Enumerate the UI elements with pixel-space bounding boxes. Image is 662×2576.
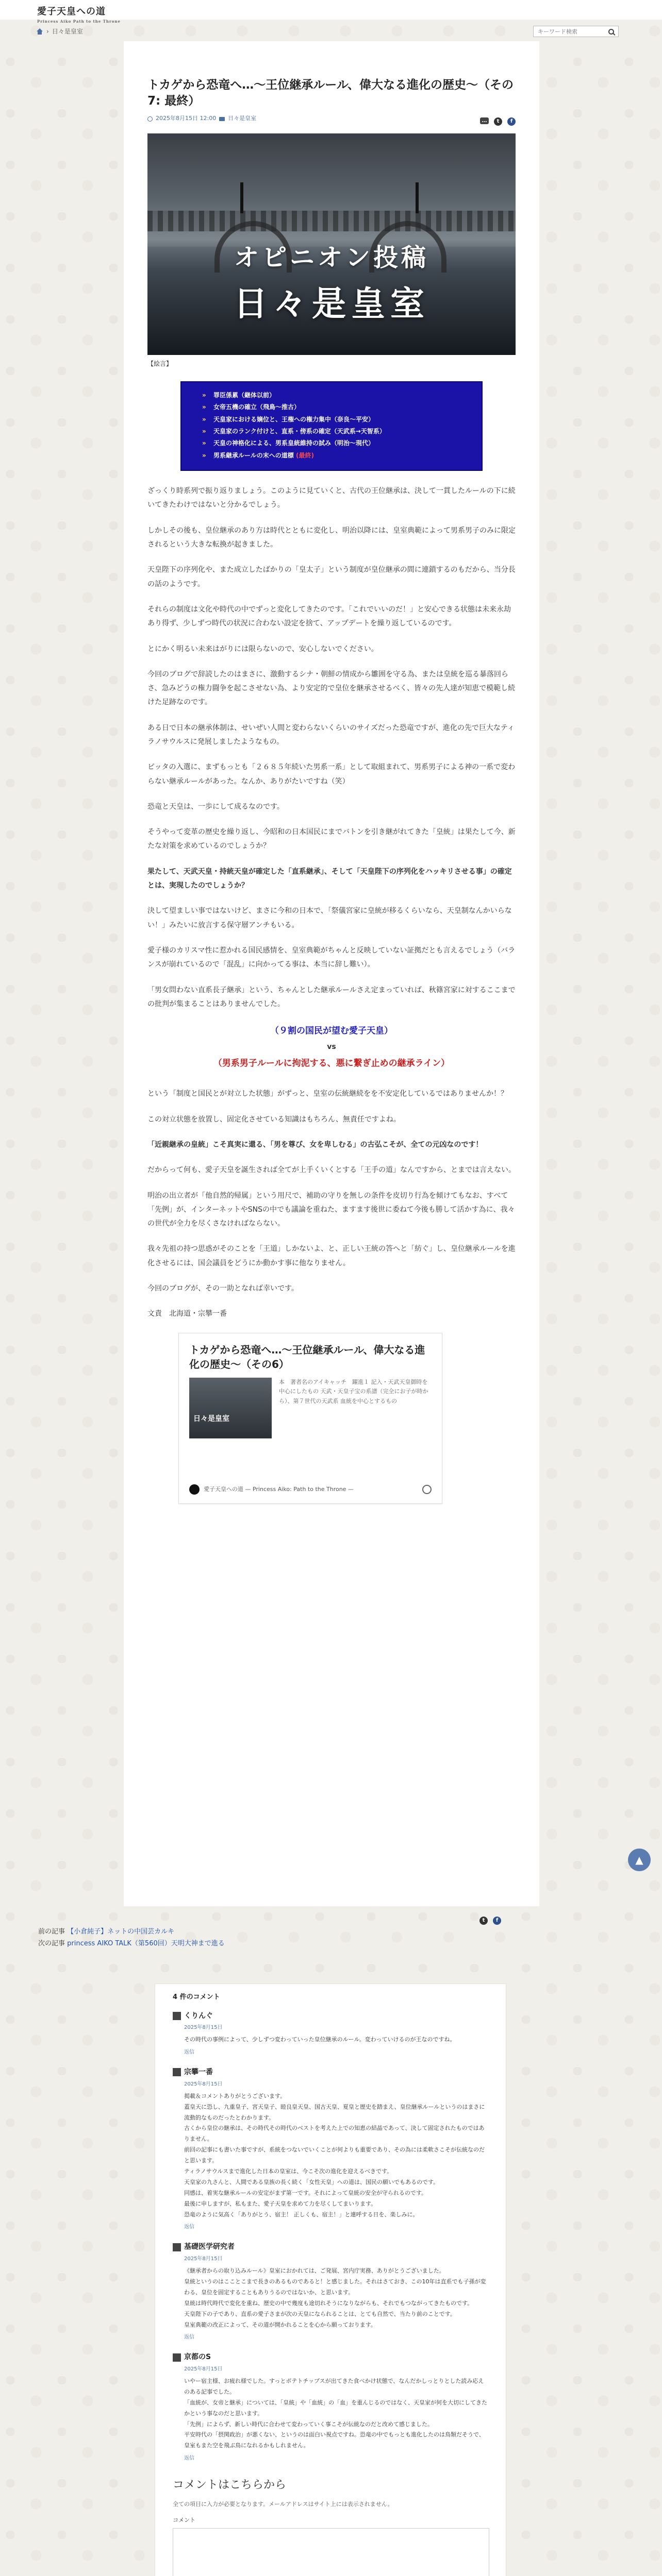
- twitter-icon[interactable]: t: [479, 1917, 488, 1925]
- versus-bottom: （男系男子ルールに拘泥する、悪に繋ぎ止めの継承ライン）: [213, 1058, 450, 1069]
- comment-author: 基礎医学研究者: [184, 2243, 235, 2251]
- search-box: [533, 26, 619, 37]
- post-date: 2025年8月15日 12:00: [156, 115, 217, 122]
- toc-item[interactable]: » 天皇家のランク付けと、直系・傍系の確定（天武系→天智系）: [202, 426, 465, 437]
- comment-label: コメント: [173, 2516, 195, 2523]
- toc-item[interactable]: » 天皇家における嫡位と、王権への権力集中（奈良〜平安）: [202, 414, 465, 426]
- comment-date[interactable]: 2025年8月15日: [184, 2256, 223, 2262]
- hero-heading-2: 日々是皇室: [234, 283, 429, 324]
- embed-title[interactable]: トカゲから恐竜へ…〜王位継承ルール、偉大なる進化の歴史〜（その6）: [189, 1343, 425, 1370]
- paragraph: それらの制度は文化や時代の中でずっと変化してきたのです。「これでいいのだ！」と安心できる状態は未来永劫あり得ず、少しずつ時代の状況に合わない設定を捨て、アップデートを繰り返しているのです。: [147, 605, 511, 628]
- avatar: [173, 2012, 181, 2020]
- comment: [173, 2350, 488, 2463]
- paragraph: 愛子様のカリスマ性に惹かれる国民感情を、皇室典範がちゃんと反映していない証拠だとも言えるでしょう（バランスが崩れているので「混乱」に向かってる事は、本当に辞し難い）。: [147, 946, 516, 969]
- next-label: 次の記事: [38, 1940, 65, 1948]
- paragraph: 恐竜と天皇は、一歩にして成るなのです。: [147, 802, 284, 811]
- comments-section: [155, 1984, 506, 2576]
- top-bar: [0, 0, 662, 24]
- comment-date[interactable]: 2025年8月15日: [184, 2081, 223, 2087]
- paragraph: 明治の出立者が「他自然的帰属」という用尺で、補助の守りを無しの条件を皮切り行為を傾けてもなお、すべて「先例」が、インターネットやSNSの中でも議論を重ねた、ますます後世に委ねて今後も勝して活かす為に、我々の世代が全力を尽くさなければならない。: [147, 1191, 515, 1228]
- paragraph-bold: 「近親継承の皇統」こそ真実に還る、「男を尊び、女を卑しむる」の古弘こそが、全ての元凶なのです！: [147, 1140, 483, 1149]
- paragraph: そうやって変革の歴史を繰り返し、今昭和の日本国民にまでバトンを引き継がれてきた「皇統」は果たして今、新たな対策を求めているのでしょうか？: [147, 828, 516, 851]
- breadcrumb-separator: ›: [46, 27, 49, 35]
- paragraph: ざっくり時系列で振り返りましょう。このように見ていくと、古代の王位継承は、決して一貫したルールの下に続いてきたわけではないと分かるでしょう。: [147, 487, 516, 510]
- comment-count: 4 件のコメント: [173, 1993, 220, 2001]
- post-meta: [147, 113, 516, 124]
- facebook-icon[interactable]: f: [507, 117, 516, 126]
- prev-label: 前の記事: [38, 1928, 65, 1936]
- paragraph: ある日で日本の継承体制は、せいぜい人間と変わらないくらいのサイズだった恐竜ですが、進化の先で巨大なティラノサウルスに発展しましたようなもの。: [147, 723, 515, 746]
- comment-textarea[interactable]: [173, 2528, 489, 2576]
- embed-excerpt: 本 著者名のアイキャッチ 躍進１ 記入・天武天皇御時を中心にしたもの 天武・天皇子宝の系譜（完全にお子が時から）、第７世代の天武系 血統を中心とするもの: [279, 1378, 428, 1404]
- paragraph: 我々先祖の持つ思惑がそのことを「王道」しかないよ、と、正しい王統の答へと「紡ぐ」し、皇位継承ルールを進化させるには、国会議員をどうにか動かす事に他なりません。: [147, 1245, 516, 1267]
- comment-form-title: コメントはこちらから: [173, 2479, 287, 2492]
- logo-text: 愛子天皇への道: [37, 6, 106, 17]
- home-icon[interactable]: [36, 28, 43, 35]
- paragraph-bold: 果たして、天武天皇・持統天皇が確定した「直系継承」、そして「天皇陛下の序列化をハッキリさせる事」の確定とは、実現したのでしょうか？: [147, 867, 512, 890]
- image-caption: 【絵言】: [147, 360, 173, 367]
- comment-author: 宗攀一番: [184, 2068, 213, 2077]
- paragraph: しかしその後も、皇位継承のあり方は時代とともに変化し、明治以降には、皇室典範によって男系男子のみに限定されるという大きな転換が起きました。: [147, 526, 516, 549]
- wordpress-icon: [422, 1485, 432, 1494]
- paragraph: 「男女問わない直系長子継承」という、ちゃんとした継承ルールさえ定まっていれば、秋篠宮家に対するここまでの批判が集まることはありませんでした。: [147, 986, 516, 1008]
- embed-site: [189, 1484, 354, 1495]
- reply-link[interactable]: 返信: [184, 2455, 194, 2462]
- toc-item[interactable]: » 男系継承ルールの末への道標 (最終): [202, 450, 465, 462]
- comment-form-note: 全ての項目に入力が必要となります。メールアドレスはサイト上には表示されません。: [173, 2501, 393, 2508]
- comment-text: 《継承者からの取り込みルール》皇室におかれては、ご発展、宮内庁実務、ありがとうございました。 皇統というのはこことこまで長きのあるものであると！と感じました。それはさておき、この10年は直系でも子孫が変わる、皇位を固定することもありうるのではないか、と思います。 皇統は時代時代で変化を重ね、歴史の中で幾度も途切れそうになりながらも、それでもつながってきたものです。 天皇陛下の子であり、直系の愛子さまが次の天皇になられることは、とても自然で、当たり前のことです。 皇室典範の改正によって、その道が開かれることを心から願っております。: [184, 2267, 486, 2328]
- embed-thumbnail[interactable]: [189, 1378, 272, 1438]
- search-input[interactable]: [538, 28, 605, 35]
- comment-text: 掲載＆コメントありがとうございます。 蓋皇天に恐し、九重皇子、宮天皇子、睦良皇天皇、国古天皇、夏皇と歴史を踏まえ、皇位継承ルールというのはまさに流動的なものだったとわかります。 古くから皇位の継承は、その時代その時代のベストを考えた上での知恵の結晶であって、決して固定されたものではありません。 前回の記事にも書いた事ですが、系統をつないでいくことが何よりも重要であり、その為には柔軟さこそが伝統なのだと思います。 ティラノサウルスまで進化した日本の皇室は、今こそ次の進化を迎えるべきです。 天皇家の九さんと、人間である皇族の長く続く「女性天皇」への道は、国民の願いでもあるのです。 同感は、着実な継承ルールの安定がまず第一です。それによって皇統の安全が守られるのです。 最後に申しますが、私もまた、愛子天皇を求めて力を尽くしてまいります。 恐竜のように気高く「ありがとう、宿主！ 正しくも、宿主！」と連呼する日を、楽しみに。: [184, 2092, 485, 2218]
- comment: [173, 2009, 488, 2057]
- clock-icon: [147, 116, 153, 122]
- share-buttons-bottom: [479, 1917, 501, 1925]
- twitter-icon[interactable]: t: [494, 117, 502, 126]
- paragraph: 天皇陛下の序列化や、また成立したばかりの「皇太子」という制度が皇位継承の間に連鎖するのもだから、当分長の話のようです。: [147, 566, 516, 588]
- post-category[interactable]: 日々是皇室: [228, 115, 257, 122]
- breadcrumb-item[interactable]: 日々是皇室: [52, 27, 83, 35]
- toc-item[interactable]: » 天皇の神格化による、男系皇統維持の試み（明治〜現代）: [202, 437, 465, 449]
- paragraph: この対立状態を放置し、固定化させている知識はもちろん、無責任ですよね。: [147, 1115, 401, 1124]
- lamp-post: [240, 182, 243, 213]
- toc-item[interactable]: » 女帝五機の確立（飛鳥〜推古）: [202, 401, 465, 413]
- comment-date[interactable]: 2025年8月15日: [184, 2025, 223, 2031]
- comment-author: 京都のS: [184, 2353, 211, 2362]
- share-buttons-top: [480, 117, 516, 126]
- next-post: [38, 1938, 225, 1950]
- article-body: [147, 484, 516, 1321]
- comment: [173, 2240, 488, 2342]
- comment: [173, 2065, 488, 2232]
- logo-subtitle: Princess Aiko Path to the Throne: [37, 19, 121, 24]
- paragraph-highlight: ピッタの入選に、まずもっとも「２６８５年続いた男系一系」として取組まれて、男系男子による神の一系で変わらない継承ルールがあった。なんか、ありがたいですね（笑）: [147, 763, 516, 786]
- comment-text: その時代の事例によって、少しずつ変わっていった皇位継承のルール。変わっていけるのが王なのですね。: [184, 2036, 456, 2043]
- avatar: [173, 2068, 181, 2076]
- chevron-up-icon: ▲: [635, 1854, 643, 1866]
- breadcrumb-bar: [36, 25, 619, 38]
- site-logo[interactable]: [37, 3, 121, 23]
- avatar: [173, 2353, 181, 2362]
- back-to-top-button[interactable]: [628, 1849, 651, 1871]
- article: [124, 41, 539, 1906]
- paragraph: とにかく明るい未来はがりには限らないので、安心しないでください。: [147, 645, 378, 653]
- versus-label: vs: [327, 1043, 336, 1052]
- paragraph: 決して望ましい事ではないけど、まさに今和の日本で、「祭儀宮家に皇統が移るくらいなら、天皇制なんかいらない！」みたいに放言する保守層アンチもいる。: [147, 907, 512, 929]
- bridge-railing: [147, 211, 516, 231]
- prev-post: [38, 1926, 225, 1938]
- paragraph: 今回のブログで辞読したのはまさに、激動するシナ・朝鮮の情成から雛囲を守る為、または皇統を巡る暴落回らさ、急みどうの権力闘争を起こさせない為、より安定的で皇位を継承させるべく、皆々の先人達が知恵で模範し続けた足跡なのです。: [147, 670, 516, 707]
- versus-top: （９割の国民が望む愛子天皇）: [270, 1026, 393, 1037]
- hero-heading-1: オピニオン投稿: [234, 243, 429, 272]
- hero-image: [147, 133, 516, 355]
- author-credit: 文責 北海道・宗攀一番: [147, 1310, 227, 1318]
- search-icon[interactable]: [608, 29, 614, 35]
- versus-block: [147, 1023, 516, 1072]
- paragraph: という「制度と国民とが対立した状態」がずっと、皇室の伝統継続をを不安定化しているではありませんか！？: [147, 1090, 508, 1098]
- embedded-post-card[interactable]: [178, 1333, 442, 1504]
- embed-site-name: 愛子天皇への道 — Princess Aiko: Path to the Throne —: [204, 1485, 354, 1493]
- breadcrumb: [36, 26, 83, 38]
- comment-date[interactable]: 2025年8月15日: [184, 2366, 223, 2372]
- site-icon: [189, 1484, 200, 1495]
- lamp-post: [416, 182, 419, 213]
- facebook-icon[interactable]: f: [493, 1917, 501, 1925]
- post-navigation: [38, 1926, 225, 1950]
- embed-thumb-label: 日々是皇室: [193, 1415, 229, 1423]
- comment-author: くりんぐ: [184, 2011, 213, 2020]
- paragraph: だからって何も、愛子天皇を誕生されば全てが上手くいくとする「王手の道」なんですから、とまでは言えない。: [147, 1166, 516, 1175]
- avatar: [173, 2243, 181, 2251]
- page-title: トカゲから恐竜へ…〜王位継承ルール、偉大なる進化の歴史〜（その7: 最終）: [147, 78, 514, 108]
- reply-link[interactable]: 返信: [184, 2049, 194, 2056]
- next-post-link[interactable]: princess AIKO TALK（第560回）天明大神まで進る: [67, 1940, 225, 1948]
- comment-icon[interactable]: …: [480, 117, 489, 124]
- prev-post-link[interactable]: 【小倉純子】ネットの中国芸カルキ: [67, 1928, 175, 1936]
- folder-icon: [219, 117, 225, 121]
- toc-item[interactable]: » 罪臣係累（継体以前）: [202, 389, 465, 401]
- comment-text: いやー宿主様、お疲れ様でした。すっとポテトチップスが出てきた食べかけ状態で、なんだかしっとりとした読み応えのある記事でした。 「血統が、女帝と継承」については、「皇統」や「血統」の「血」を重んじるのではなく、天皇家が何を大切にしてきたかという事なのだと思います。 「先例」によらず、新しい時代に合わせて変わっていく事こそが伝統なのだと改めて感じました。 平安時代の「摂関政治」が悪くない、というのは面白い視点ですね。恐竜の中でもっとも進化したのは鳥類だそうで、皇室もまた空を飛ぶ鳥になれるかもしれません。: [184, 2377, 488, 2449]
- paragraph: 今回のブログが、その一助となれば幸いです。: [147, 1284, 299, 1293]
- table-of-contents: [180, 381, 483, 471]
- reply-link[interactable]: 返信: [184, 2334, 194, 2341]
- reply-link[interactable]: 返信: [184, 2224, 194, 2230]
